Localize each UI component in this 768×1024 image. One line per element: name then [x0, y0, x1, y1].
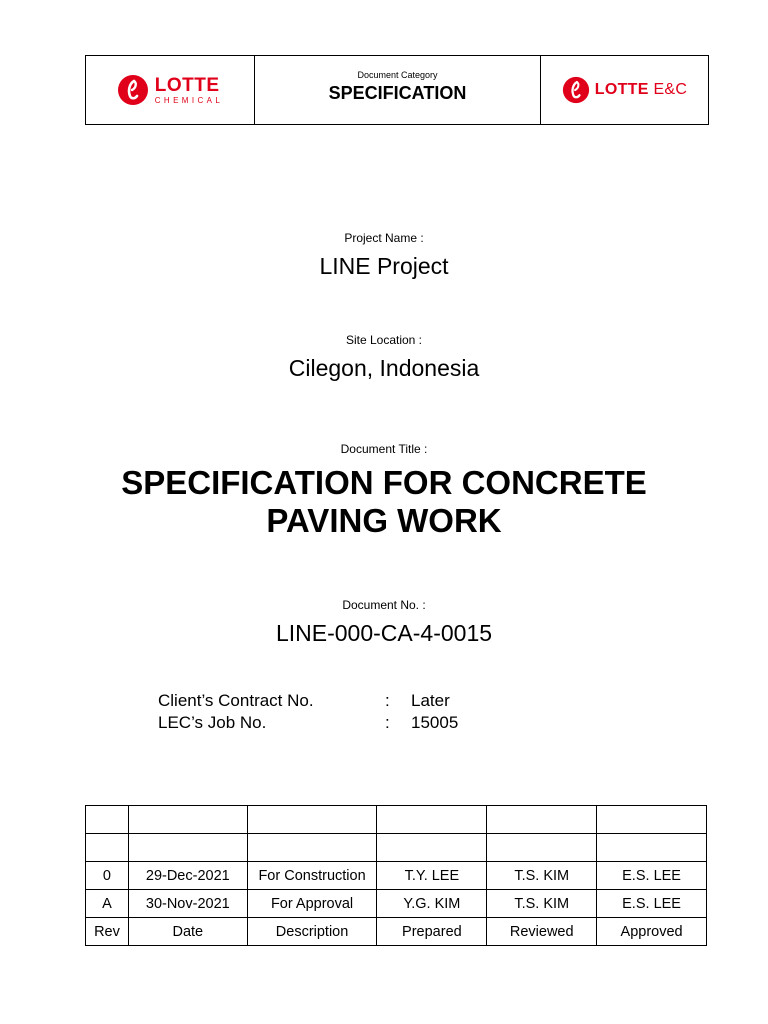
document-header — [85, 55, 709, 125]
lotte-ec-brand: LOTTE — [594, 81, 649, 98]
table-cell — [377, 834, 487, 862]
document-title-value — [0, 464, 768, 540]
document-title-section — [0, 442, 768, 540]
table-cell — [247, 806, 377, 834]
document-number-value: LINE-000-CA-4-0015 — [275, 620, 493, 646]
table-cell — [128, 806, 247, 834]
table-cell — [487, 806, 597, 834]
site-location-label: Site Location : — [345, 333, 423, 347]
document-category-label: Document Category — [357, 70, 438, 80]
header-reviewed: Reviewed — [487, 918, 597, 946]
header-description: Description — [247, 918, 377, 946]
job-row — [158, 712, 458, 734]
table-cell: 30-Nov-2021 — [128, 890, 247, 918]
contract-value: Later — [411, 691, 450, 710]
table-cell: For Approval — [247, 890, 377, 918]
table-cell — [86, 806, 129, 834]
table-header-row — [86, 918, 707, 946]
job-key: LEC’s Job No. — [158, 713, 267, 732]
document-number-label: Document No. : — [342, 598, 426, 612]
project-section — [0, 231, 768, 280]
contract-info — [158, 690, 458, 734]
lotte-ec-logo — [541, 56, 708, 124]
job-sep: : — [385, 713, 390, 732]
site-location-value: Cilegon, Indonesia — [288, 355, 480, 381]
table-cell: Y.G. KIM — [377, 890, 487, 918]
table-cell — [487, 834, 597, 862]
document-title-label: Document Title : — [340, 442, 428, 456]
lotte-chemical-sub: CHEMICAL — [154, 95, 224, 105]
lotte-ec-suffix: E&C — [653, 81, 688, 98]
table-row — [86, 834, 707, 862]
contract-key: Client’s Contract No. — [158, 691, 314, 710]
revision-table — [85, 805, 707, 946]
table-cell — [86, 834, 129, 862]
table-cell: T.Y. LEE — [377, 862, 487, 890]
table-cell: A — [86, 890, 129, 918]
table-cell: T.S. KIM — [487, 890, 597, 918]
site-section — [0, 333, 768, 382]
table-cell: 0 — [86, 862, 129, 890]
table-cell: E.S. LEE — [597, 862, 707, 890]
project-name-label: Project Name : — [344, 231, 424, 245]
table-cell — [128, 834, 247, 862]
table-row — [86, 862, 707, 890]
table-row — [86, 890, 707, 918]
header-date: Date — [128, 918, 247, 946]
table-cell — [247, 834, 377, 862]
job-value: 15005 — [411, 713, 459, 732]
document-title-line2: PAVING WORK — [266, 502, 502, 539]
contract-row — [158, 690, 458, 712]
lotte-emblem-icon — [562, 76, 590, 104]
header-rev: Rev — [86, 918, 129, 946]
header-prepared: Prepared — [377, 918, 487, 946]
header-approved: Approved — [597, 918, 707, 946]
lotte-chemical-logo — [86, 56, 255, 124]
document-category-value: SPECIFICATION — [328, 83, 467, 103]
table-cell: T.S. KIM — [487, 862, 597, 890]
table-cell: 29-Dec-2021 — [128, 862, 247, 890]
document-number-section — [0, 598, 768, 647]
table-cell: E.S. LEE — [597, 890, 707, 918]
document-category — [255, 56, 541, 124]
table-cell — [597, 806, 707, 834]
lotte-ec-wordmark — [595, 81, 688, 99]
table-cell: For Construction — [247, 862, 377, 890]
table-cell — [597, 834, 707, 862]
contract-sep: : — [385, 691, 390, 710]
table-cell — [377, 806, 487, 834]
project-name-value: LINE Project — [319, 253, 449, 279]
document-title-line1: SPECIFICATION FOR CONCRETE — [121, 464, 647, 501]
lotte-emblem-icon — [117, 74, 149, 106]
lotte-chemical-brand: LOTTE — [154, 74, 220, 96]
table-row — [86, 806, 707, 834]
